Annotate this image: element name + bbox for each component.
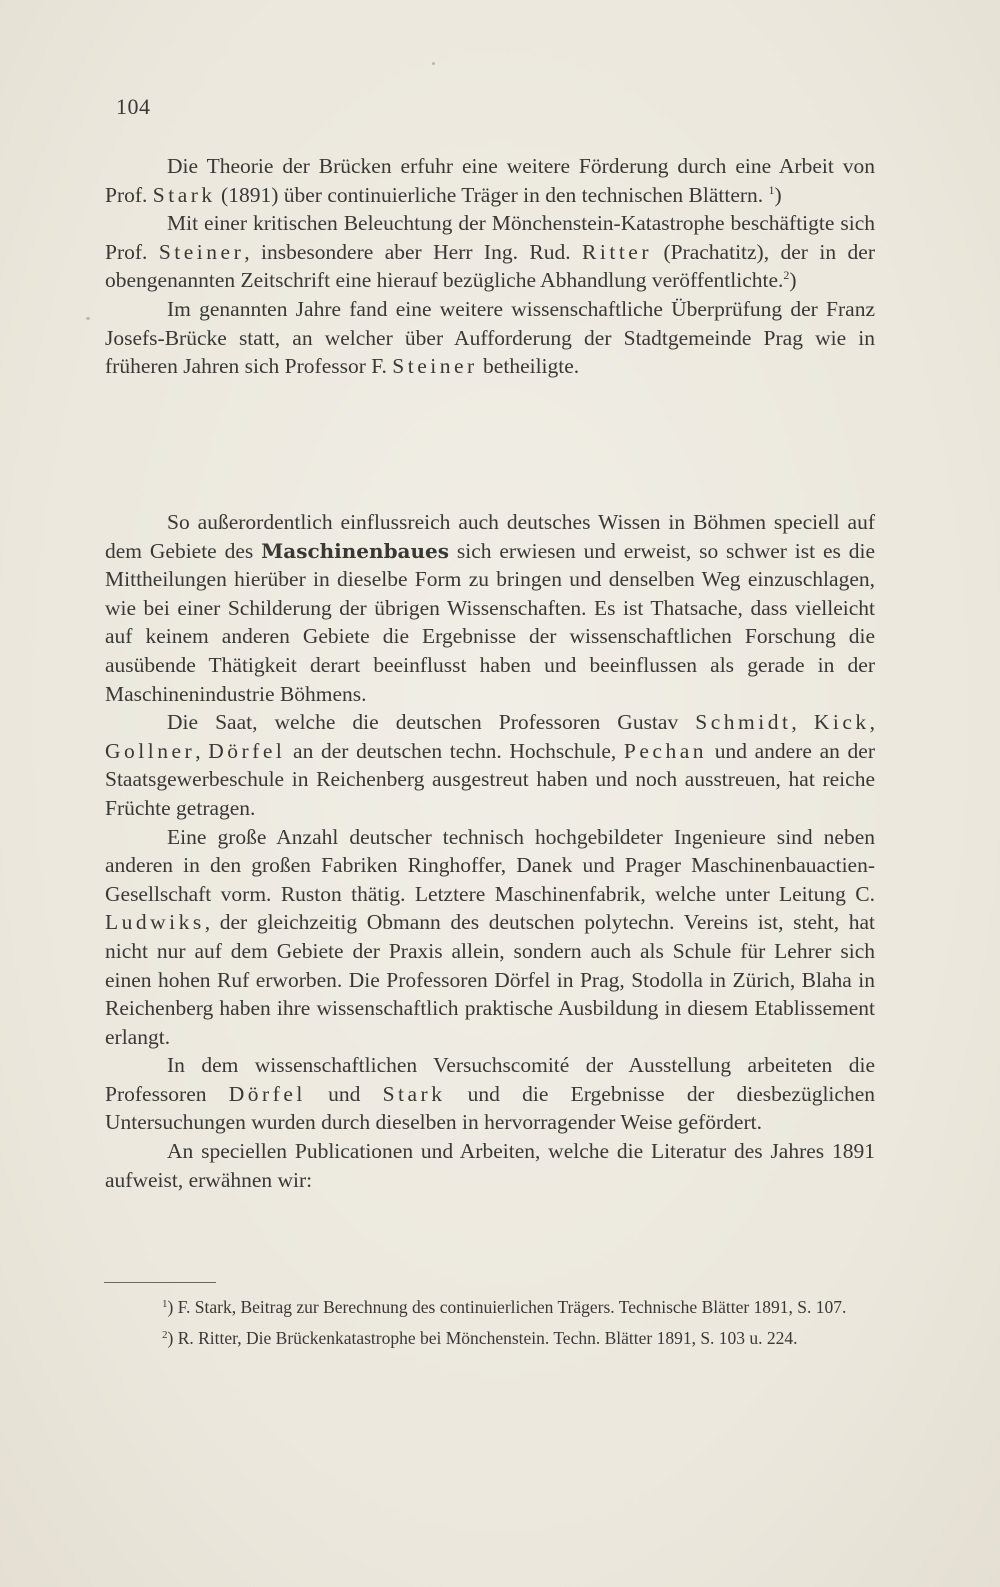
ink-dot bbox=[432, 62, 435, 65]
text-run: und bbox=[305, 1081, 383, 1106]
spaced-name: Schmidt bbox=[695, 710, 792, 735]
text-run: Die Saat, welche die deutschen Professoren Gustav bbox=[167, 710, 696, 735]
paragraph bbox=[105, 508, 875, 708]
text-run: und andere an der Staatsgewerbeschule in Reichenberg ausgestreut haben und noch ausstreuen, hat reiche Früchte getragen. bbox=[105, 738, 875, 820]
footnote-reference: 1 bbox=[768, 182, 775, 197]
text-run: (Prachatitz), der in der obengenannten Zeitschrift eine hierauf bezügliche Abhandlung veröffentlichte. bbox=[105, 239, 875, 293]
text-run: betheiligte. bbox=[477, 354, 580, 379]
footnote-mark: 2 bbox=[162, 1329, 168, 1341]
paragraph bbox=[105, 152, 875, 209]
spaced-name: Pechan bbox=[623, 738, 708, 763]
spaced-name: Stark bbox=[152, 182, 216, 207]
paragraph bbox=[105, 1137, 875, 1194]
text-run: ) bbox=[774, 182, 782, 207]
spaced-name: Steiner bbox=[392, 354, 478, 379]
text-run: , insbesondere aber Herr Ing. Rud. bbox=[244, 239, 583, 264]
footnote bbox=[104, 1327, 866, 1349]
text-run: (1891) über continuierliche Träger in den technischen Blättern. bbox=[215, 182, 769, 207]
text-run: In dem wissenschaftlichen Versuchscomité der Ausstellung arbeiteten die Professoren bbox=[105, 1053, 875, 1106]
footnote-mark: 1 bbox=[162, 1298, 168, 1310]
bold-term: Maschinenbaues bbox=[261, 538, 450, 563]
text-run: , bbox=[869, 710, 876, 735]
paragraph bbox=[105, 823, 875, 1052]
text-run: Eine große Anzahl deutscher technisch hochgebildeter Ingenieure sind neben anderen in den großen Fabriken Ringhoffer, Danek und Prager Maschinenbauactien-Gesellschaft vorm. Ruston thätig. Letztere Maschinenfabrik, welche unter Leitung C. bbox=[105, 824, 875, 906]
text-run: Mit einer kritischen Beleuchtung der Mönchenstein-Katastrophe beschäftigte sich Prof. bbox=[105, 211, 875, 264]
ink-dot bbox=[86, 317, 90, 320]
spaced-name: Dörfel bbox=[228, 1081, 306, 1106]
footnote-text: ) F. Stark, Beitrag zur Berechnung des continuierlichen Trägers. Technische Blätter 1891, S. 107. bbox=[167, 1297, 847, 1317]
text-run: und die Ergebnisse der diesbezüglichen Untersuchungen wurden durch dieselben in hervorragender Weise gefördert. bbox=[105, 1081, 875, 1135]
footnote bbox=[104, 1296, 866, 1318]
paragraph bbox=[105, 708, 875, 822]
footnote-reference: 2 bbox=[783, 268, 790, 283]
spaced-name: Ludwiks bbox=[105, 910, 205, 935]
paragraph bbox=[105, 209, 875, 295]
footnote-text: ) R. Ritter, Die Brückenkatastrophe bei Mönchenstein. Techn. Blätter 1891, S. 103 u. 224. bbox=[167, 1328, 798, 1348]
text-run: So außerordentlich einflussreich auch deutsches Wissen in Böhmen speciell auf dem Gebiete des bbox=[105, 510, 875, 563]
text-run: , der gleichzeitig Obmann des deutschen polytechn. Vereins ist, steht, hat nicht nur auf dem Gebiete der Praxis allein, sondern auch als Schule für Lehrer sich einen hohen Ruf erworben. Die Professoren Dörfel in Prag, Stodolla in Zürich, Blaha in Reichenberg haben ihre wissenschaftlich praktische Ausbildung in diesem Etablissement erlangt. bbox=[105, 910, 875, 1049]
text-run: , bbox=[195, 738, 209, 763]
spaced-name: Gollner bbox=[105, 738, 196, 763]
spaced-name: Dörfel bbox=[208, 738, 286, 763]
page-number: 104 bbox=[116, 94, 151, 119]
text-run: sich erwiesen und erweist, so schwer ist es die Mittheilungen hierüber in dieselbe Form zu bringen und denselben Weg einzuschlagen, wie bei einer Schilderung der übrigen Wissenschaften. Es ist Thatsache, dass vielleicht auf keinem anderen Gebiete die Ergebnisse der wissenschaftlichen Forschung die ausübende Thätigkeit derart beeinflusst haben und beeinflussen als gerade in der Maschinenindustrie Böhmens. bbox=[105, 538, 875, 706]
paragraph bbox=[105, 295, 875, 381]
footnote-separator bbox=[104, 1282, 216, 1283]
spaced-name: Stark bbox=[382, 1081, 446, 1106]
spaced-name: Ritter bbox=[582, 239, 653, 264]
text-run: Die Theorie der Brücken erfuhr eine weitere Förderung durch eine Arbeit von Prof. bbox=[105, 154, 875, 207]
text-run: , bbox=[791, 710, 814, 735]
main-text-lower bbox=[105, 508, 875, 1194]
spaced-name: Kick bbox=[813, 710, 870, 735]
footnotes bbox=[104, 1296, 866, 1358]
main-text-upper bbox=[105, 152, 875, 381]
spaced-name: Steiner bbox=[158, 239, 245, 264]
text-run: an der deutschen techn. Hochschule, bbox=[285, 738, 624, 763]
paragraph bbox=[105, 1051, 875, 1137]
text-run: ) bbox=[789, 268, 797, 293]
text-run: An speciellen Publicationen und Arbeiten, welche die Literatur des Jahres 1891 aufweist, erwähnen wir: bbox=[105, 1139, 875, 1192]
text-run: Im genannten Jahre fand eine weitere wissenschaftliche Überprüfung der Franz Josefs-Brücke statt, an welcher über Aufforderung der Stadtgemeinde Prag wie in früheren Jahren sich Professor F. bbox=[105, 296, 875, 379]
